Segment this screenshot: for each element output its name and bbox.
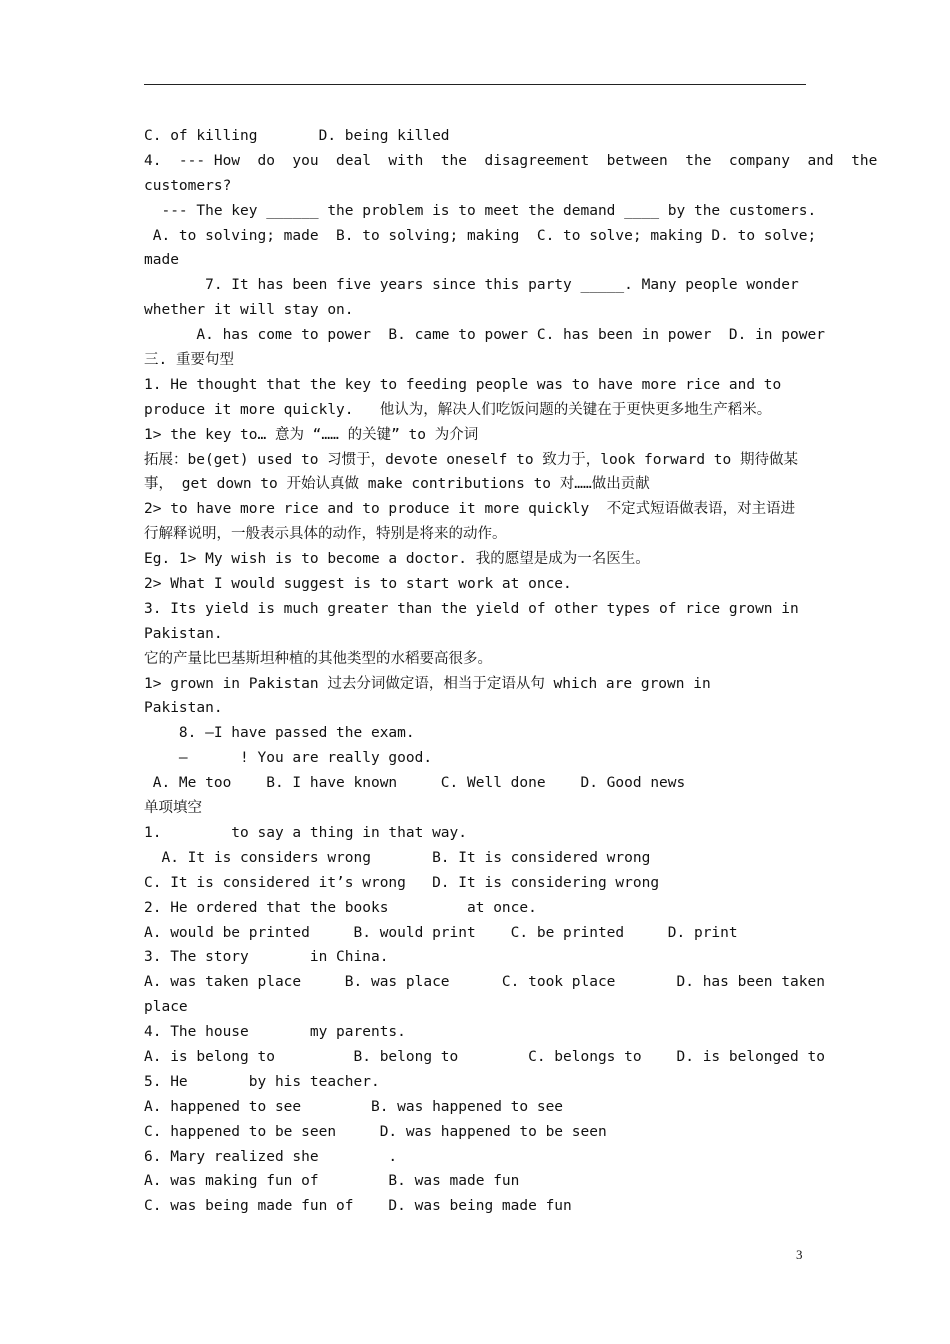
text-line: 行解释说明，一般表示具体的动作，特别是将来的动作。	[144, 526, 507, 543]
text-line: --- The key ______ the problem is to meet the demand ____ by the customers.	[144, 202, 817, 219]
text-line: C. It is considered it’s wrong D. It is considering wrong	[144, 874, 660, 891]
text-line: A. would be printed B. would print C. be printed D. print	[144, 924, 738, 941]
text-line: produce it more quickly. 他认为，解决人们吃饭问题的关键在于更快更多地生产稻米。	[144, 401, 772, 418]
text-line: A. It is considers wrong B. It is considered wrong	[144, 849, 651, 866]
text-line: A. to solving; made B. to solving; making C. to solve; making D. to solve;	[144, 227, 817, 244]
text-line: 7. It has been five years since this party _____. Many people wonder	[144, 277, 799, 294]
text-line: 事， get down to 开始认真做 make contributions to 对……做出贡献	[144, 476, 650, 493]
text-line: place	[144, 999, 188, 1016]
text-line: C. happened to be seen D. was happened to be seen	[144, 1123, 607, 1140]
text-line: A. happened to see B. was happened to see	[144, 1098, 564, 1115]
text-line: A. was taken place B. was place C. took place D. has been taken	[144, 974, 825, 991]
text-line: A. has come to power B. came to power C. has been in power D. in power	[144, 327, 825, 344]
text-line: 3. Its yield is much greater than the yield of other types of rice grown in	[144, 600, 799, 617]
text-line: 2> to have more rice and to produce it more quickly 不定式短语做表语，对主语进	[144, 501, 796, 518]
text-line: 1> grown in Pakistan 过去分词做定语，相当于定语从句 which are grown in	[144, 675, 711, 692]
text-line: 1. to say a thing in that way.	[144, 824, 468, 841]
text-line: 拓展：be(get) used to 习惯于，devote oneself to 致力于，look forward to 期待做某	[144, 451, 798, 468]
header-rule	[144, 84, 806, 85]
page-number: 3	[796, 1247, 803, 1262]
text-line: customers?	[144, 177, 232, 194]
text-line: 8. —I have passed the exam.	[144, 725, 415, 742]
text-line: — ! You are really good.	[144, 750, 433, 767]
text-line: Pakistan.	[144, 700, 223, 717]
text-line: C. was being made fun of D. was being made fun	[144, 1198, 572, 1215]
text-line: made	[144, 252, 179, 269]
text-line: 5. He by his teacher.	[144, 1073, 380, 1090]
text-line: 4. The house my parents.	[144, 1024, 406, 1041]
text-line: C. of killing D. being killed	[144, 128, 450, 144]
text-line: 2. He ordered that the books at once.	[144, 899, 537, 916]
text-line: 3. The story in China.	[144, 949, 389, 966]
text-line: 2> What I would suggest is to start work at once.	[144, 576, 572, 593]
text-line: 1. He thought that the key to feeding people was to have more rice and to	[144, 376, 782, 393]
page-body	[144, 124, 878, 1219]
text-line: 6. Mary realized she .	[144, 1148, 398, 1165]
text-line: 它的产量比巴基斯坦种植的其他类型的水稻要高很多。	[144, 650, 492, 667]
text-line: 单项填空	[144, 800, 202, 817]
text-line: A. was making fun of B. was made fun	[144, 1173, 520, 1190]
text-line: 4. --- How do you deal with the disagreement between the company and the	[144, 152, 878, 169]
text-line: Pakistan.	[144, 625, 223, 642]
text-line: 三. 重要句型	[144, 352, 234, 369]
text-line: A. Me too B. I have known C. Well done D. Good news	[144, 775, 686, 792]
text-line: 1> the key to… 意为 “…… 的关键” to 为介词	[144, 426, 479, 443]
text-line: A. is belong to B. belong to C. belongs to D. is belonged to	[144, 1048, 825, 1065]
text-line: whether it will stay on.	[144, 302, 354, 319]
text-line: Eg. 1> My wish is to become a doctor. 我的愿望是成为一名医生。	[144, 551, 650, 568]
